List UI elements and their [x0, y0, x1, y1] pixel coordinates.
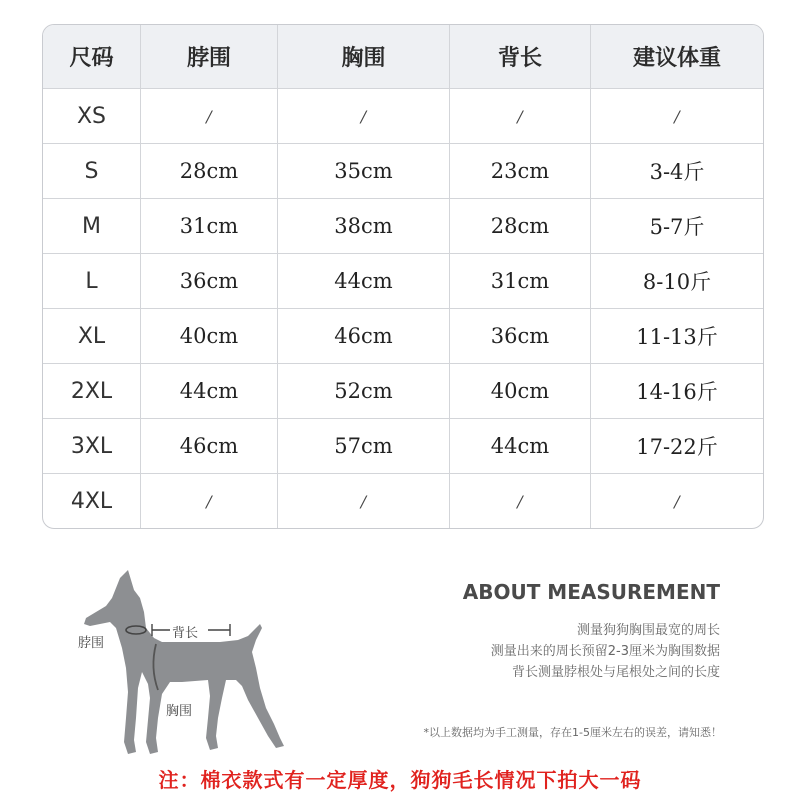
table-header-row	[43, 25, 763, 89]
size-cell: 4XL	[43, 474, 141, 528]
size-cell: 2XL	[43, 364, 141, 419]
chest-cell: 44cm	[278, 254, 450, 309]
chest-cell: 38cm	[278, 199, 450, 254]
weight-cell: 14-16斤	[591, 364, 763, 419]
chest-cell: 57cm	[278, 419, 450, 474]
header-weight: 建议体重	[591, 25, 763, 89]
table-row	[43, 254, 763, 309]
instruction-line: 测量狗狗胸围最宽的周长	[576, 623, 720, 638]
header-neck: 脖围	[141, 25, 278, 89]
size-cell: M	[43, 199, 141, 254]
size-cell: L	[43, 254, 141, 309]
about-measurement-title: ABOUT MEASUREMENT	[462, 580, 720, 604]
back-length-cell: 40cm	[450, 364, 591, 419]
header-size: 尺码	[43, 25, 141, 89]
dog-silhouette-icon	[70, 568, 300, 768]
chest-label: 胸围	[166, 704, 193, 719]
sizing-notice: 注：棉衣款式有一定厚度，狗狗毛长情况下拍大一码	[158, 768, 642, 792]
measurement-instructions	[491, 620, 720, 683]
header-chest: 胸围	[278, 25, 450, 89]
instruction-line: 测量出来的周长预留2-3厘米为胸围数据	[490, 644, 720, 659]
back-length-cell: 23cm	[450, 144, 591, 199]
table-row	[43, 144, 763, 199]
table-row	[43, 199, 763, 254]
measurement-disclaimer: *以上数据均为手工测量，存在1-5厘米左右的误差，请知悉！	[423, 726, 722, 739]
neck-cell: 46cm	[141, 419, 278, 474]
instruction-line: 背长测量脖根处与尾根处之间的长度	[511, 665, 720, 680]
neck-label: 脖围	[78, 636, 105, 651]
back-length-label: 背长	[172, 626, 199, 641]
dog-measurement-diagram	[70, 568, 300, 768]
neck-cell: 28cm	[141, 144, 278, 199]
weight-cell: /	[674, 491, 680, 511]
size-cell: 3XL	[43, 419, 141, 474]
size-chart-table	[42, 24, 764, 529]
neck-cell: 36cm	[141, 254, 278, 309]
size-cell: S	[43, 144, 141, 199]
table-row	[43, 364, 763, 419]
weight-cell: 11-13斤	[591, 309, 763, 364]
weight-cell: 5-7斤	[591, 199, 763, 254]
back-length-cell: 28cm	[450, 199, 591, 254]
neck-cell: /	[141, 474, 278, 528]
weight-cell: 3-4斤	[591, 144, 763, 199]
back-length-cell: 36cm	[450, 309, 591, 364]
neck-cell: 31cm	[141, 199, 278, 254]
neck-cell: 40cm	[141, 309, 278, 364]
header-back-length: 背长	[450, 25, 591, 89]
chest-cell: 52cm	[278, 364, 450, 419]
neck-cell: 44cm	[141, 364, 278, 419]
neck-cell: /	[141, 89, 278, 144]
table-row	[43, 419, 763, 474]
weight-cell: /	[591, 89, 763, 144]
size-cell: XL	[43, 309, 141, 364]
chest-cell: 46cm	[278, 309, 450, 364]
back-length-cell: 31cm	[450, 254, 591, 309]
table-row	[43, 309, 763, 364]
chest-cell: /	[278, 474, 450, 528]
back-length-cell: /	[450, 89, 591, 144]
back-length-cell: /	[450, 474, 591, 528]
back-length-cell: 44cm	[450, 419, 591, 474]
chest-cell: /	[278, 89, 450, 144]
table-row	[43, 474, 763, 528]
weight-cell: 17-22斤	[591, 419, 763, 474]
chest-cell: 35cm	[278, 144, 450, 199]
table-row	[43, 89, 763, 144]
size-cell: XS	[43, 89, 141, 144]
weight-cell: 8-10斤	[591, 254, 763, 309]
